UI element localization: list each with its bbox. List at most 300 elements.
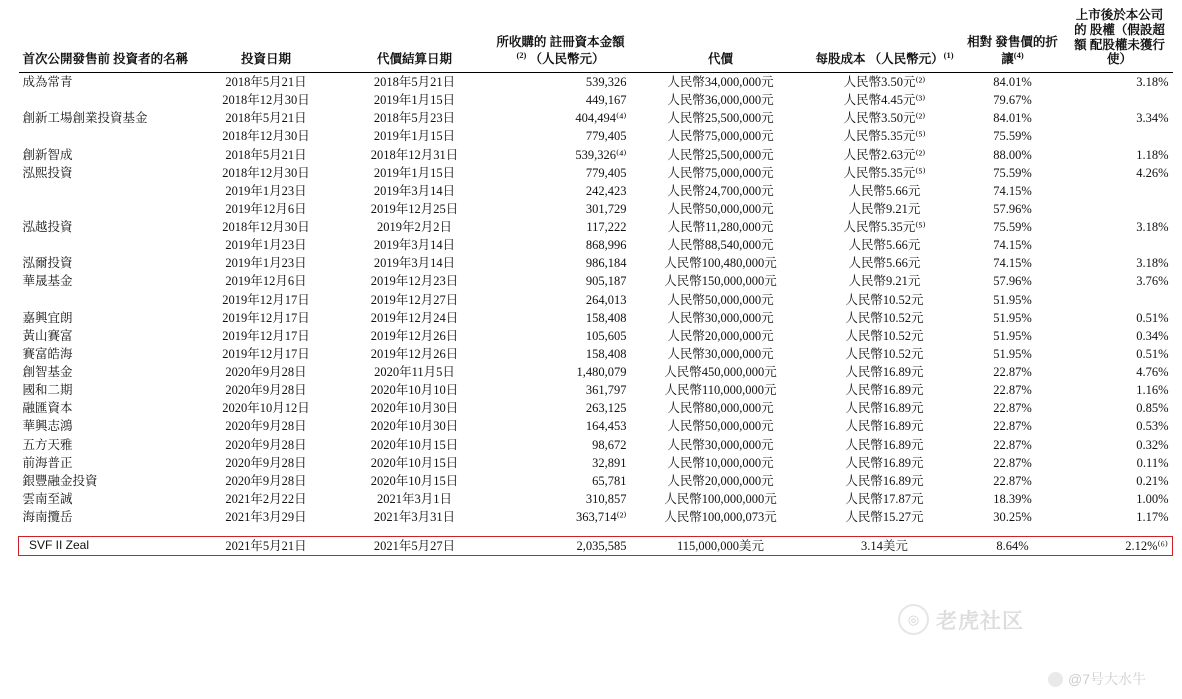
table-spacer-row [19, 526, 1173, 537]
cell-line: 2019年2月2日 [376, 220, 452, 234]
cell-line: 1,480,079 [576, 365, 627, 379]
table-row [19, 109, 1173, 145]
cell-line: 人民幣5.66元 [848, 256, 921, 271]
cell-line: 2019年12月26日 [370, 346, 459, 361]
cell-line: 0.51% [1136, 346, 1169, 361]
cell-investment-date [194, 164, 339, 218]
cell-equity [1067, 490, 1173, 508]
cell-equity [1067, 309, 1173, 327]
cell-line: 117,222 [586, 220, 627, 234]
header-line: （人民幣元） [529, 52, 605, 67]
cell-line: 105,605 [585, 328, 627, 343]
cell-cost-per-share [811, 254, 959, 272]
col-header-cost-per-share [811, 6, 959, 73]
cell-line: 2021年3月1日 [376, 491, 452, 506]
cell-line: 人民幣16.89元 [845, 455, 924, 470]
header-line: 所收購的 [496, 35, 547, 50]
cell-cost-per-share [811, 309, 959, 327]
cell-investment-date [194, 363, 339, 381]
cell-discount [959, 490, 1067, 508]
cell-line: 2019年12月17日 [222, 346, 310, 361]
cell-line: 22.87% [993, 455, 1032, 470]
header-line: 投資者的名稱 [113, 52, 189, 67]
watermark-center [898, 604, 1024, 635]
cell-line: 人民幣16.89元 [845, 437, 924, 452]
cell-line: 2021年5月27日 [373, 539, 456, 554]
cell-registered-capital [491, 164, 631, 218]
cell-line: 22.87% [993, 365, 1032, 379]
watermark-bottom [1048, 669, 1146, 689]
cell-line: 人民幣5.35元⁽⁵⁾ [843, 165, 926, 180]
cell-line: 1.17% [1136, 510, 1169, 524]
cell-line: 2019年3月14日 [373, 238, 456, 253]
cell-consideration [631, 309, 811, 327]
cell-line: 98,672 [592, 437, 627, 452]
cell-line: 人民幣100,480,000元 [664, 256, 777, 271]
cell-line: 人民幣5.35元⁽⁵⁾ [843, 129, 926, 144]
cell-consideration [631, 490, 811, 508]
cell-line: 22.87% [993, 473, 1032, 488]
cell-line: 2018年5月23日 [373, 111, 456, 126]
cell-line: 88.00% [993, 147, 1032, 162]
cell-line: 人民幣2.63元⁽²⁾ [843, 147, 926, 162]
cell-line: 人民幣24,700,000元 [667, 183, 774, 198]
cell-line: 人民幣3.50元⁽²⁾ [843, 111, 926, 126]
cell-line: 0.32% [1136, 437, 1169, 452]
cell-registered-capital [491, 436, 631, 454]
cell-equity [1067, 109, 1173, 145]
cell-discount [959, 73, 1067, 110]
cell-settlement-date [339, 164, 491, 218]
cell-line: 人民幣50,000,000元 [667, 292, 774, 307]
cell-discount [959, 345, 1067, 363]
cell-line: 人民幣16.89元 [845, 365, 924, 379]
cell-line: 2018年5月21日 [225, 75, 307, 89]
cell-line: 人民幣9.21元 [848, 201, 921, 216]
cell-investor-name: 華興志鴻 [22, 419, 73, 434]
header-line [995, 35, 1058, 66]
cell-line: 2019年12月17日 [222, 292, 310, 307]
spacer-cell [19, 526, 1173, 537]
cell-discount [959, 508, 1067, 526]
col-header-discount [959, 6, 1067, 73]
cell-line: 2018年5月21日 [225, 147, 307, 162]
cell-line: 449,167 [585, 93, 627, 108]
cell-investment-date [194, 472, 339, 490]
cell-cost-per-share [811, 73, 959, 110]
cell-line: 人民幣80,000,000元 [667, 401, 774, 416]
cell-line: 人民幣100,000,000元 [664, 491, 777, 506]
cell-line: 人民幣10.52元 [845, 310, 924, 325]
cell-settlement-date [339, 381, 491, 399]
cell-line: 2020年10月15日 [370, 455, 459, 470]
cell-discount [959, 399, 1067, 417]
cell-line: 2019年12月24日 [370, 310, 459, 325]
cell-investor-name: 黃山賽富 [22, 328, 73, 343]
cell-consideration [631, 73, 811, 110]
cell-line: 2020年10月12日 [222, 401, 310, 416]
cell-equity [1067, 436, 1173, 454]
col-header-investment-date [194, 6, 339, 73]
header-line-text: （人民幣元） [868, 52, 944, 67]
cell-line: 2,035,585 [576, 539, 627, 554]
cell-equity [1067, 327, 1173, 345]
header-line: 首次公開發售前 [22, 52, 111, 67]
cell-investment-date [194, 537, 339, 556]
cell-investment-date [194, 109, 339, 145]
cell-line: 51.95% [993, 292, 1032, 307]
cell-discount [959, 327, 1067, 345]
col-header-consideration [631, 6, 811, 73]
cell-line: 2018年12月30日 [222, 220, 310, 234]
cell-line: 人民幣30,000,000元 [667, 310, 774, 325]
cell-consideration [631, 454, 811, 472]
cell-line: 2020年10月10日 [370, 383, 459, 398]
cell-line: 0.11% [1136, 455, 1169, 470]
cell-line: 人民幣15.27元 [845, 510, 924, 524]
cell-line: 人民幣5.66元 [848, 183, 921, 198]
cell-line: 人民幣75,000,000元 [667, 165, 774, 180]
cell-consideration [631, 363, 811, 381]
cell-cost-per-share [811, 537, 959, 556]
cell-line: 539,326⁽⁴⁾ [575, 147, 627, 162]
cell-line: 1.00% [1136, 491, 1169, 506]
cell-cost-per-share [811, 218, 959, 254]
cell-settlement-date [339, 363, 491, 381]
cell-line: 22.87% [993, 383, 1032, 398]
header-line-text: 註冊資本金額 [549, 35, 625, 50]
header-line: 代價 [707, 52, 733, 67]
table-row [19, 363, 1173, 381]
table-row-highlighted [19, 537, 1173, 556]
cell-consideration [631, 164, 811, 218]
cell-registered-capital [491, 327, 631, 345]
cell-line: 361,797 [585, 383, 627, 398]
cell-investor-name: 泓越投資 [22, 220, 73, 234]
cell-line: 75.59% [993, 220, 1032, 234]
cell-line: 1.16% [1136, 383, 1169, 398]
cell-line: 74.15% [993, 183, 1032, 198]
cell-line: 158,408 [585, 310, 627, 325]
col-header-equity-after-listing [1067, 6, 1173, 73]
cell-registered-capital [491, 508, 631, 526]
table-row [19, 146, 1173, 164]
cell-line: 2018年12月30日 [222, 165, 310, 180]
cell-equity [1067, 508, 1173, 526]
col-header-registered-capital [491, 6, 631, 73]
cell-line: 人民幣5.66元 [848, 238, 921, 253]
cell-settlement-date [339, 399, 491, 417]
header-line [869, 52, 954, 66]
cell-equity [1067, 164, 1173, 218]
cell-line: 人民幣100,000,073元 [664, 510, 777, 524]
cell-line: 2018年5月21日 [225, 111, 307, 126]
cell-settlement-date [339, 218, 491, 254]
cell-line: 4.26% [1136, 165, 1169, 180]
cell-line: 363,714⁽²⁾ [575, 510, 627, 524]
cell-line: 18.39% [993, 491, 1032, 506]
cell-line: 65,781 [592, 473, 627, 488]
cell-line: 51.95% [993, 346, 1032, 361]
cell-investment-date [194, 327, 339, 345]
table-header [19, 6, 1173, 73]
cell-line: 0.34% [1136, 328, 1169, 343]
cell-line: 242,423 [585, 183, 627, 198]
cell-settlement-date [339, 272, 491, 308]
cell-investment-date [194, 73, 339, 110]
cell-line: 人民幣50,000,000元 [667, 419, 774, 434]
cell-line: 人民幣150,000,000元 [664, 274, 777, 289]
cell-line: 2021年3月31日 [373, 510, 456, 524]
cell-registered-capital [491, 381, 631, 399]
cell-line: 115,000,000美元 [676, 539, 765, 554]
cell-investment-date [194, 454, 339, 472]
cell-settlement-date [339, 109, 491, 145]
cell-line: 158,408 [585, 346, 627, 361]
cell-line: 人民幣10.52元 [845, 346, 924, 361]
cell-investment-date [194, 417, 339, 435]
cell-registered-capital [491, 218, 631, 254]
cell-line: 3.14美元 [861, 539, 908, 554]
cell-investment-date [194, 254, 339, 272]
table-row [19, 218, 1173, 254]
cell-consideration [631, 417, 811, 435]
cell-line: 84.01% [993, 111, 1032, 126]
cell-line: 2019年1月23日 [225, 256, 307, 271]
table-row [19, 309, 1173, 327]
header-line: 股權（假設超額 [1074, 22, 1165, 52]
cell-consideration [631, 146, 811, 164]
cell-line: 22.87% [993, 437, 1032, 452]
cell-investment-date [194, 345, 339, 363]
cell-investment-date [194, 399, 339, 417]
cell-line: 3.18% [1136, 220, 1169, 234]
cell-investor-name: 創新工場創業投資基金 [22, 111, 148, 126]
cell-line: 人民幣30,000,000元 [667, 437, 774, 452]
cell-cost-per-share [811, 345, 959, 363]
footnote-marker: (2) [516, 50, 527, 61]
pre-ipo-investors-table [18, 6, 1173, 556]
cell-line: 人民幣11,280,000元 [667, 220, 774, 234]
table-row [19, 454, 1173, 472]
cell-settlement-date [339, 146, 491, 164]
cell-consideration [631, 254, 811, 272]
cell-cost-per-share [811, 490, 959, 508]
cell-line: 57.96% [993, 201, 1032, 216]
watermark-center-text: 老虎社区 [936, 609, 1024, 633]
cell-equity [1067, 537, 1173, 556]
cell-equity [1067, 272, 1173, 308]
cell-discount [959, 381, 1067, 399]
cell-cost-per-share [811, 417, 959, 435]
cell-line: 74.15% [993, 238, 1032, 253]
cell-equity [1067, 218, 1173, 254]
cell-line: 人民幣75,000,000元 [667, 129, 774, 144]
cell-registered-capital [491, 272, 631, 308]
header-line: 代價結算日期 [376, 52, 452, 67]
cell-line: 8.64% [996, 539, 1029, 554]
cell-line: 人民幣5.35元⁽⁵⁾ [843, 220, 926, 234]
cell-investor-name: 泓熙投資 [22, 165, 73, 180]
cell-line: 75.59% [993, 129, 1032, 144]
cell-equity [1067, 254, 1173, 272]
cell-line: 人民幣10.52元 [845, 328, 924, 343]
cell-line: 2021年2月22日 [225, 491, 307, 506]
cell-settlement-date [339, 454, 491, 472]
cell-settlement-date [339, 490, 491, 508]
cell-registered-capital [491, 490, 631, 508]
table-row [19, 490, 1173, 508]
cell-discount [959, 537, 1067, 556]
cell-line: 3.18% [1136, 75, 1169, 89]
cell-cost-per-share [811, 508, 959, 526]
cell-consideration [631, 381, 811, 399]
header-line: 每股成本 [815, 52, 866, 67]
cell-consideration [631, 345, 811, 363]
cell-line: 2019年12月27日 [370, 292, 459, 307]
table-row [19, 164, 1173, 218]
cell-line: 32,891 [592, 455, 627, 470]
cell-line: 2018年5月21日 [373, 75, 456, 89]
cell-investor-name: 雲南至誠 [22, 491, 73, 506]
cell-line: 264,013 [585, 292, 627, 307]
cell-registered-capital [491, 146, 631, 164]
cell-line: 人民幣25,500,000元 [667, 147, 774, 162]
table-row [19, 436, 1173, 454]
cell-discount [959, 309, 1067, 327]
table-row [19, 508, 1173, 526]
cell-line: 30.25% [993, 510, 1032, 524]
cell-line: 51.95% [993, 310, 1032, 325]
cell-line: 2019年12月17日 [222, 328, 310, 343]
cell-cost-per-share [811, 472, 959, 490]
cell-line: 2018年12月31日 [370, 147, 459, 162]
cell-line: 人民幣34,000,000元 [667, 75, 774, 89]
cell-discount [959, 417, 1067, 435]
cell-line: 75.59% [993, 165, 1032, 180]
cell-line: 人民幣20,000,000元 [667, 473, 774, 488]
cell-discount [959, 472, 1067, 490]
cell-line: 79.67% [993, 93, 1032, 108]
cell-settlement-date [339, 436, 491, 454]
cell-line: 22.87% [993, 401, 1032, 416]
cell-investment-date [194, 146, 339, 164]
cell-investor-name: 創新智成 [22, 147, 73, 162]
cell-investment-date [194, 436, 339, 454]
cell-cost-per-share [811, 272, 959, 308]
table-row [19, 272, 1173, 308]
cell-line: 0.85% [1136, 401, 1169, 416]
cell-line: 人民幣10,000,000元 [667, 455, 774, 470]
cell-line: 779,405 [585, 129, 627, 144]
cell-consideration [631, 436, 811, 454]
cell-consideration [631, 472, 811, 490]
cell-investor-name: 五方天雅 [22, 437, 73, 452]
cell-cost-per-share [811, 109, 959, 145]
cell-investment-date [194, 309, 339, 327]
table-row [19, 399, 1173, 417]
cell-line: 2019年12月17日 [222, 310, 310, 325]
cell-line: 2019年1月15日 [373, 93, 456, 108]
cell-line: 2020年10月30日 [370, 401, 459, 416]
cell-line: 986,184 [585, 256, 627, 271]
cell-registered-capital [491, 109, 631, 145]
cell-line: 2019年1月23日 [225, 183, 307, 198]
cell-settlement-date [339, 508, 491, 526]
cell-registered-capital [491, 472, 631, 490]
cell-registered-capital [491, 254, 631, 272]
cell-investor-name: 泓爾投資 [22, 256, 73, 271]
cell-consideration [631, 537, 811, 556]
cell-discount [959, 109, 1067, 145]
cell-line: 2019年1月15日 [373, 165, 456, 180]
cell-line: 2020年10月30日 [370, 419, 459, 434]
cell-cost-per-share [811, 436, 959, 454]
cell-investor-name: 融匯資本 [22, 401, 73, 416]
cell-cost-per-share [811, 363, 959, 381]
cell-line: 779,405 [585, 165, 627, 180]
cell-line: 人民幣9.21元 [848, 274, 921, 289]
cell-line: 人民幣450,000,000元 [664, 365, 777, 379]
cell-line: 2021年3月29日 [225, 510, 307, 524]
cell-line: 404,494⁽⁴⁾ [575, 111, 627, 126]
cell-line: 2020年9月28日 [225, 365, 307, 379]
cell-line: 人民幣17.87元 [845, 491, 924, 506]
table-row [19, 327, 1173, 345]
cell-settlement-date [339, 327, 491, 345]
table-row [19, 417, 1173, 435]
cell-line: 263,125 [585, 401, 627, 416]
cell-line: 2020年11月5日 [374, 365, 455, 379]
cell-line: 人民幣25,500,000元 [667, 111, 774, 126]
cell-line: 2019年1月15日 [373, 129, 456, 144]
table-row [19, 254, 1173, 272]
cell-equity [1067, 417, 1173, 435]
cell-line: 905,187 [585, 274, 627, 289]
cell-line: 2020年9月28日 [225, 455, 307, 470]
cell-line: 2020年9月28日 [225, 383, 307, 398]
cell-cost-per-share [811, 327, 959, 345]
footnote-marker: (1) [943, 50, 954, 61]
cell-settlement-date [339, 345, 491, 363]
cell-equity [1067, 454, 1173, 472]
cell-equity [1067, 381, 1173, 399]
cell-line: 2021年5月21日 [225, 539, 307, 554]
cell-equity [1067, 345, 1173, 363]
cell-registered-capital [491, 399, 631, 417]
cell-line: 539,326 [585, 75, 627, 89]
cell-registered-capital [491, 345, 631, 363]
col-header-settlement-date [339, 6, 491, 73]
col-header-investor-name [19, 6, 194, 73]
cell-consideration [631, 109, 811, 145]
cell-line: 2019年1月23日 [225, 238, 307, 253]
cell-line: 0.21% [1136, 473, 1169, 488]
cell-cost-per-share [811, 399, 959, 417]
cell-line: 人民幣10.52元 [845, 292, 924, 307]
cell-line: 人民幣88,540,000元 [667, 238, 774, 253]
table-row [19, 345, 1173, 363]
cell-settlement-date [339, 472, 491, 490]
cell-investor-name: 賽富皓海 [22, 346, 73, 361]
cell-investor-name: 銀豐融金投資 [22, 473, 98, 488]
cell-line: 人民幣16.89元 [845, 401, 924, 416]
cell-line: 2019年3月14日 [373, 183, 456, 198]
cell-line: 人民幣30,000,000元 [667, 346, 774, 361]
cell-consideration [631, 218, 811, 254]
cell-registered-capital [491, 73, 631, 110]
cell-settlement-date [339, 73, 491, 110]
